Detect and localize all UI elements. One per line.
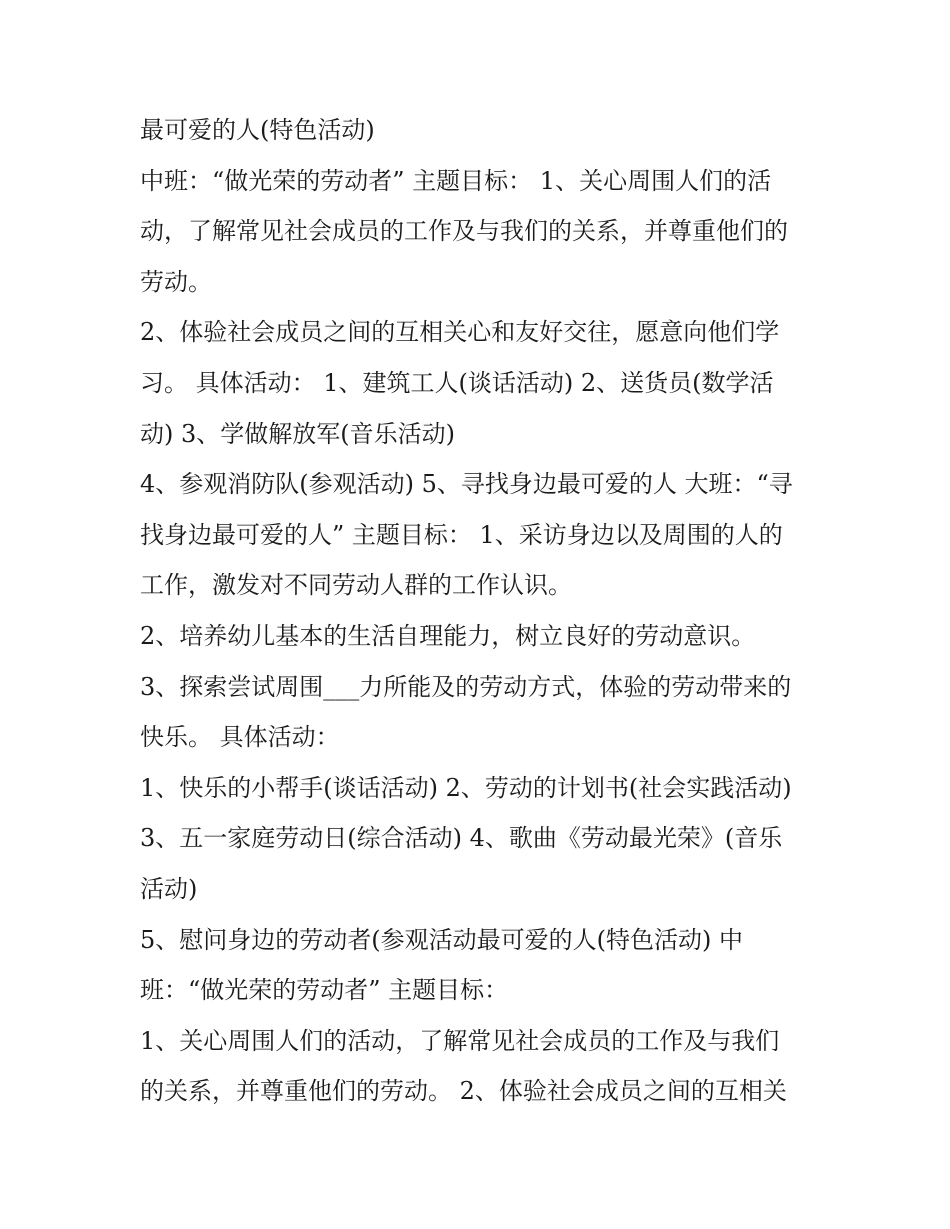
text-line: 习。 具体活动： 1、建筑工人(谈话活动) 2、送货员(数学活 — [140, 368, 774, 397]
text-line: 中班：“做光荣的劳动者” 主题目标： 1、关心周围人们的活 — [140, 166, 772, 195]
text-line: 5、慰问身边的劳动者(参观活动最可爱的人(特色活动) 中 — [140, 925, 743, 954]
text-line: 找身边最可爱的人” 主题目标： 1、采访身边以及周围的人的 — [140, 520, 783, 549]
text-line: 劳动。 — [140, 267, 212, 296]
text-line: 1、关心周围人们的活动，了解常见社会成员的工作及与我们 — [140, 1026, 780, 1055]
text-line: 2、体验社会成员之间的互相关心和友好交往，愿意向他们学 — [140, 318, 780, 347]
text-line: 的关系，并尊重他们的劳动。 2、体验社会成员之间的互相关 — [140, 1077, 787, 1106]
document-body — [140, 110, 820, 1122]
text-line: 2、培养幼儿基本的生活自理能力，树立良好的劳动意识。 — [140, 621, 756, 650]
text-line: 快乐。 具体活动： — [140, 723, 340, 752]
text-line: 3、五一家庭劳动日(综合活动) 4、歌曲《劳动最光荣》(音乐 — [140, 824, 783, 853]
text-line: 班：“做光荣的劳动者” 主题目标： — [140, 976, 509, 1005]
text-line: 动) 3、学做解放军(音乐活动) — [140, 419, 455, 448]
text-line: 3、探索尝试周围___力所能及的劳动方式，体验的劳动带来的 — [140, 672, 792, 701]
text-line: 4、参观消防队(参观活动) 5、寻找身边最可爱的人 大班：“寻 — [140, 470, 793, 499]
text-line: 工作，激发对不同劳动人群的工作认识。 — [140, 571, 572, 600]
text-line: 1、快乐的小帮手(谈话活动) 2、劳动的计划书(社会实践活动) — [140, 773, 792, 802]
text-line: 活动) — [140, 874, 198, 903]
text-line: 动，了解常见社会成员的工作及与我们的关系，并尊重他们的 — [140, 217, 788, 246]
text-line: 最可爱的人(特色活动) — [140, 116, 375, 144]
